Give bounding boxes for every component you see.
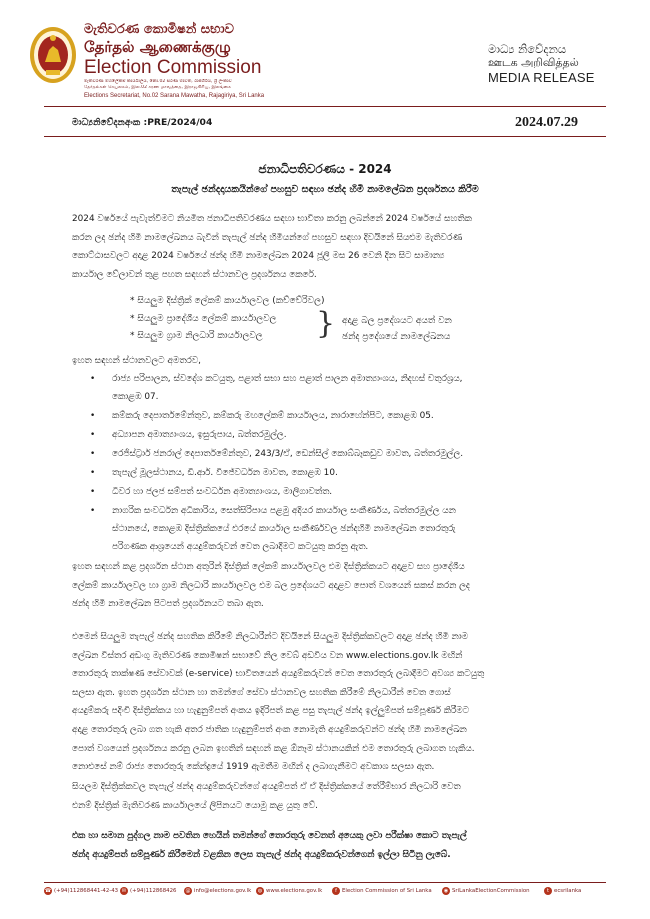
intro-paragraph: [72, 210, 582, 284]
text-line: රෙජිස්ට්‍රාර් ජනරාල් දෙපාර්තමේන්තුව, 243/3/ඒ, ඩෙන්සිල් කොබ්බෑකඩුව මාවත, බත්තරමුල්ල.: [112, 449, 464, 459]
globe-icon: ◍: [257, 888, 263, 894]
sri-lanka-emblem-icon: [28, 24, 78, 86]
office-note: ඡන්ද ප්‍රදේශයේ නාමලේඛනය: [342, 332, 451, 342]
release-date: 2024.07.29: [515, 115, 578, 130]
media-release-english: MEDIA RELEASE: [488, 70, 595, 85]
fax-number: (+94)112868426: [130, 888, 177, 894]
caution-paragraph: [72, 827, 582, 864]
e-service-paragraph: [72, 628, 582, 777]
footer-phone: [44, 887, 118, 895]
text-line: කම්කරු දෙපාර්තමේන්තුව, කම්කරු මහලේකම් කාර්යාලය, නාරාහේන්පිට, කොළඹ 05.: [112, 411, 434, 421]
text-line: ඉහත සඳහන් ස්ථානවලට අමතරව,: [72, 356, 201, 366]
brace-icon: }: [316, 306, 336, 341]
bullet-icon: •: [90, 506, 96, 516]
bullet-icon: •: [90, 487, 96, 497]
office-note: අදාළ බල ප්‍රදේශයට අයත් වන: [342, 316, 452, 326]
text-line: කොළඹ 07.: [112, 392, 159, 402]
text-line: එක හා සමාන පුද්ගල නාම පවතින හෙයින් තමන්ගේ තොරතුරු වෙනත් අයෙකු ලවා පරීක්ෂා කොට තැපැල්: [72, 831, 467, 841]
text-line: එමෙන් සියලුම තැපැල් ඡන්ද සහතික කිරීමේ නිලධාරීන්ට දිවයිනේ සියලුම දිස්ත්‍රික්කවලට අදාළ ඡන්ද හිමි නාම: [72, 632, 469, 642]
organization-names: [84, 22, 314, 100]
social-handle[interactable]: SriLankaElectionCommission: [452, 888, 530, 894]
text-line: පරිගණක ආශ්‍රයෙන් අයදුම්කරුවන් වෙත ලබාදීමට කටයුතු කරනු ඇත.: [112, 542, 369, 552]
facebook-icon: f: [332, 887, 340, 895]
phone-number: (+94)112868441-42-43: [54, 888, 119, 894]
text-line: ධීවර හා ජලජ සම්පත් සංවර්ධන අමාත්‍යාංශය, මාලිගාවත්ත.: [112, 487, 333, 497]
text-line: ලේඛන විස්තර අඩංගු මැතිවරණ කොමිෂන් සභාවේ නිල වෙබ් අඩවිය වන www.elections.gov.lk මඟින්: [72, 650, 463, 661]
list-item: [90, 502, 582, 556]
text-line: ඉහත සඳහන් කළ ප්‍රදර්ශන ස්ථාන අතුරින් දිස්ත්‍රික් ලේකම් කාර්යාලවල එම දිස්ත්‍රික්කයට අදාළව සහ ප්‍රාදේශීය: [72, 562, 465, 572]
text-line: සියලම දිස්ත්‍රික්කවල තැපැල් ඡන්ද අයදුම්කරුවන්ගේ අයදුම්පත් ඒ ඒ දිස්ත්‍රික්කයේ තේරීම්භාර නිලධාරි වෙත: [72, 782, 461, 792]
fax-icon: ✉: [121, 888, 127, 894]
text-line: එනම් දිස්ත්‍රික් මැතිවරණ කාර්යාලයේ ලිපිනයට යොමු කළ යුතු වේ.: [72, 800, 318, 811]
reference-divider: [44, 136, 606, 137]
social-icon: ◉: [443, 888, 449, 894]
text-line: අයදුම්කරු පදිංචි දිස්ත්‍රික්කය හා හැඳුනුම්පත් අංකය ඉදිරිපත් කළ පසු තැපැල් ඡන්ද ඉල්ලුම්පත් සම්පූර්ණ කිරීමට: [72, 706, 470, 717]
submission-paragraph: [72, 778, 582, 815]
display-copies-paragraph: [72, 558, 582, 614]
text-line: අදාළ තොරතුරු ලබා ගත හැකි අතර ජාතික හැඳුනුම්පත් අංක නොමැති අයදුම්කරුවන්ට ඡන්ද හිමි නාමලේඛන: [72, 724, 467, 735]
footer-web[interactable]: [256, 887, 322, 895]
list-item: [90, 445, 582, 463]
list-item: [90, 370, 582, 406]
text-line: අධ්‍යාපන අමාත්‍යාංශය, ඉසුරුපාය, බත්තරමුල්ල.: [112, 430, 287, 440]
facebook-page[interactable]: Election Commission of Sri Lanka: [342, 888, 432, 894]
text-line: තොරතුරු තාක්ෂණ සේවාවක් (e-service) භාවිතයෙන් අයදුම්කරුවන් වෙත තොරතුරු ලබාදීමට අවශ්‍ය කටයුතු: [72, 669, 485, 680]
header-divider: [44, 106, 606, 107]
bullet-icon: •: [90, 411, 96, 421]
twitter-icon: t: [544, 887, 552, 895]
footer-divider: [44, 882, 606, 883]
letterhead: [0, 0, 650, 110]
address-sinhala: මැතිවරණ මහලේකම් කාර්යාලය, නො.02 සරණ මාවත, රාජගිරිය, ශ්‍රී ලංකාව: [84, 79, 232, 84]
org-name-sinhala: මැතිවරණ කොමිෂන් සභාව: [84, 22, 234, 37]
text-line: නාගරික සංවර්ධන අධිකාරිය, සෙත්සිරිපාය පළමු අදියර කාර්යාල සංකීර්ණය, බත්තරමුල්ල යන: [112, 506, 456, 516]
text-line: කාර්යාල වේලාවන් තුළ පහත සඳහන් ස්ථානවල ප්‍රදර්ශනය කෙරේ.: [72, 269, 317, 280]
bullet-icon: •: [90, 468, 96, 478]
org-name-english: Election Commission: [84, 57, 262, 78]
contact-footer: [44, 886, 616, 900]
additional-locations-intro: [72, 352, 582, 371]
main-title: ජනාධිපතිවරණය - 2024: [258, 162, 392, 176]
text-line: සලසා ඇත. ඉහත ප්‍රදර්ශන ස්ථාන හා තමන්ගේ සේවා ස්ථානවල සහතික කිරීමේ නිලධාරීන් වෙත ගොස්: [72, 687, 451, 698]
media-release-label: [488, 42, 614, 86]
text-line: රාජ්‍ය පරිපාලන, ස්වදේශ කටයුතු, පළාත් සභා සහ පළාත් පාලන අමාත්‍යාංශය, නිදහස් චතුරශ්‍රය,: [112, 374, 463, 384]
sub-title: තැපැල් ඡන්දදායකයින්ගේ පහසුව සඳහා ඡන්ද හිමි නාමලේඛන ප්‍රදර්ශනය කිරීම: [171, 184, 479, 195]
list-item: [90, 464, 582, 482]
office-item: * සියලුම දිස්ත්‍රික් ලේකම් කාර්යාලවල (කච්චේරිවල): [130, 296, 325, 306]
office-item: * සියලුම ප්‍රාදේශීය ලේකම් කාර්යාලවල: [130, 314, 277, 324]
bullet-icon: •: [90, 449, 96, 459]
text-line: ලේකම් කාර්යාලවල හා ග්‍රාම නිලධාරි කාර්යාලවල එම බල ප්‍රදේශයට අදාළව පොත් වශයෙන් සකස් කරන ලද: [72, 580, 470, 591]
media-release-tamil: ஊடக அறிவித்தல்: [488, 56, 579, 69]
website-link[interactable]: www.elections.gov.lk: [266, 888, 323, 894]
email-address[interactable]: info@elections.gov.lk: [194, 888, 252, 894]
list-item: [90, 426, 582, 444]
reference-line: [72, 117, 578, 133]
footer-fax: [120, 887, 176, 895]
footer-twitter[interactable]: [544, 887, 581, 895]
footer-email[interactable]: [184, 887, 251, 895]
bullet-icon: •: [90, 430, 96, 440]
reference-number: මාධ්‍යනිවේදනඅංක :PRE/2024/04: [72, 117, 213, 128]
twitter-handle[interactable]: ecsrilanka: [554, 888, 582, 894]
office-item: * සියලුම ග්‍රාම නිලධාරි කාර්යාලවල: [130, 331, 263, 341]
text-line: ඡන්ද අයදුම්පත් සම්පූර්ණ කිරීමෙන් වළකින ලෙස තැපැල් ඡන්ද අයදුම්කරුවන්ගෙන් ඉල්ලා සිටිනු ලැබේ.: [72, 849, 451, 860]
text-line: තැපැල් මූලස්ථානය, ඩී.ආර්. විජේවර්ධන මාවත, කොළඹ 10.: [112, 468, 338, 478]
text-line: කරන ලද ඡන්ද හිමි නාමලේඛනය බැවින් තැපැල් ඡන්ද හිමියන්ගේ පහසුව සඳහා දිවයිනේ සියළුම මැතිවරණ: [72, 232, 463, 243]
text-line: 2024 වර්ෂයේ පැවැත්වීමට නියමිත ජනාධිපතිවරණය සඳහා භාවිතා කරනු ලබන්නේ 2024 වර්ෂයේ සහතික: [72, 214, 472, 224]
bullet-icon: •: [90, 374, 96, 384]
list-item: [90, 407, 582, 425]
email-icon: @: [185, 888, 191, 894]
text-line: නොඑසේ නම් රාජ්‍ය තොරතුරු කේන්ද්‍රයේ 1919 ඇමතීම මඟින් ද ලබාගැනීමට අවකාශ සලසා ඇත.: [72, 762, 435, 773]
text-line: ස්ථානයේ, කොළඹ දිස්ත්‍රික්කයේ එරයේ කාර්යාල සංකීර්ණවල ඡන්දහිමි නාමලේඛන තොරතුරු: [112, 524, 456, 534]
text-line: පොත් වශයෙන් ප්‍රදර්ශනය කරනු ලබන ඉහතින් සඳහන් කළ ඕනෑම ස්ථානයකින් එම තොරතුරු ලබාගත හැකිය.: [72, 743, 475, 754]
phone-icon: ☎: [44, 888, 52, 894]
media-release-sinhala: මාධ්‍ය නිවේදනය: [488, 42, 567, 56]
address-tamil: தேர்தல்கள் செயலகம், இல.02 சரண மாவத்தை, இராஜகிரிய, இலங்கை: [84, 85, 232, 91]
address-english: Elections Secretariat, No.02 Sarana Mawatha, Rajagiriya, Sri Lanka: [84, 92, 265, 99]
org-name-tamil: தேர்தல் ஆணைக்குழு: [84, 38, 231, 56]
list-item: [90, 483, 582, 501]
text-line: ඡන්ද හිමි නාමලේඛන පිටපත් ප්‍රදර්ශනයට තබා ඇත.: [72, 599, 264, 610]
footer-facebook[interactable]: [332, 887, 432, 895]
footer-social[interactable]: [442, 887, 530, 895]
text-line: කොට්ඨාසවලට අදාළ 2024 වර්ෂයේ ඡන්ද හිමි නාමලේඛන 2024 ජූලි මස 26 වෙනි දින සිට සාමාන්‍ය: [72, 251, 445, 262]
